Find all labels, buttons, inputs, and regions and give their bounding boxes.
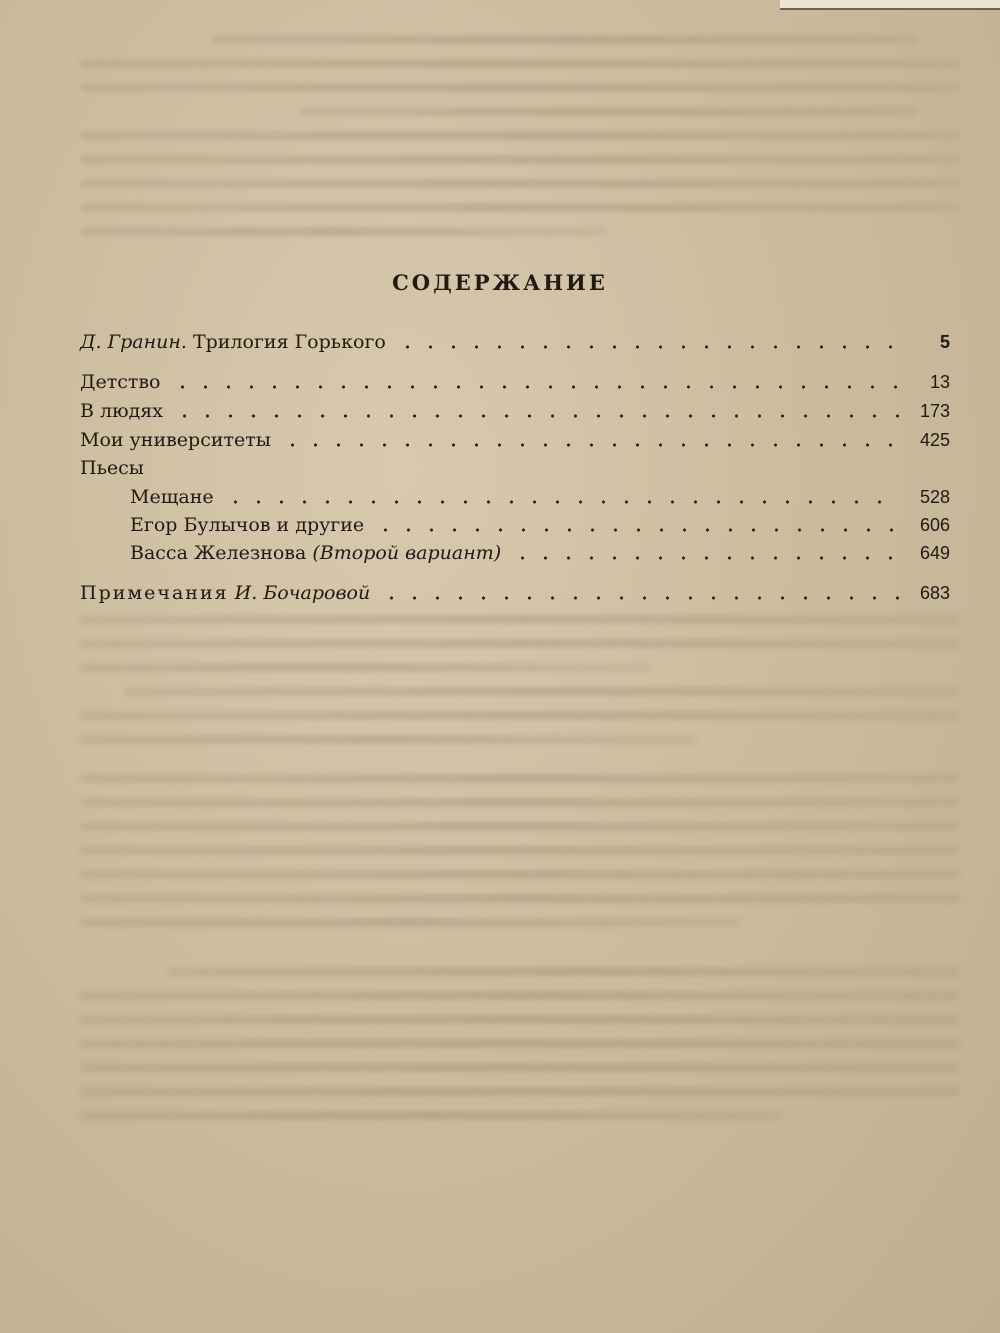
entry-page-number: 13: [929, 372, 950, 392]
dot-leader: [224, 499, 900, 505]
entry-title: Мои университеты: [80, 429, 271, 451]
entry-page-number: 606: [919, 515, 950, 535]
entry-note: (Второй вариант): [312, 542, 502, 564]
toc-entry-v-lyudyakh[interactable]: [80, 397, 950, 425]
section-title: Пьесы: [80, 457, 144, 479]
dot-leader: [396, 344, 900, 350]
entry-page-number: 5: [939, 332, 950, 352]
dot-leader: [281, 442, 900, 448]
entry-author: И. Бочаровой: [234, 582, 371, 604]
entry-title: Детство: [80, 371, 161, 393]
entry-title: Васса Железнова: [130, 542, 307, 564]
entry-page-number: 649: [919, 543, 950, 563]
contents-heading: СОДЕРЖАНИЕ: [392, 270, 608, 295]
toc-entry-detstvo[interactable]: [80, 368, 950, 396]
entry-page-number: 425: [919, 430, 950, 450]
toc-entry-vassa-zheleznova[interactable]: [130, 539, 950, 567]
entry-title: Мещане: [130, 486, 214, 508]
dot-leader: [380, 595, 900, 601]
entry-author: Д. Гранин.: [80, 331, 187, 353]
toc-entry-meshchane[interactable]: [130, 483, 950, 511]
entry-title: В людях: [80, 400, 164, 422]
dot-leader: [511, 555, 900, 561]
entry-page-number: 173: [919, 401, 950, 421]
dot-leader: [173, 413, 900, 419]
toc-entry-moi-universitety[interactable]: [80, 426, 950, 454]
toc-section-pesy: [80, 454, 950, 482]
entry-title: Примечания: [80, 582, 229, 604]
entry-title: Егор Булычов и другие: [130, 514, 365, 536]
page-edge: [780, 0, 1000, 10]
show-through-text-bottom: [80, 600, 960, 1135]
dot-leader: [374, 527, 900, 533]
entry-page-number: 683: [919, 583, 950, 603]
entry-title: Трилогия Горького: [192, 331, 386, 353]
toc-entry-granin[interactable]: [80, 328, 950, 356]
show-through-text-top: [80, 20, 960, 251]
entry-page-number: 528: [919, 487, 950, 507]
toc-entry-egor-bulychov[interactable]: [130, 511, 950, 539]
dot-leader: [171, 384, 901, 390]
toc-entry-primechaniya[interactable]: [80, 579, 950, 607]
